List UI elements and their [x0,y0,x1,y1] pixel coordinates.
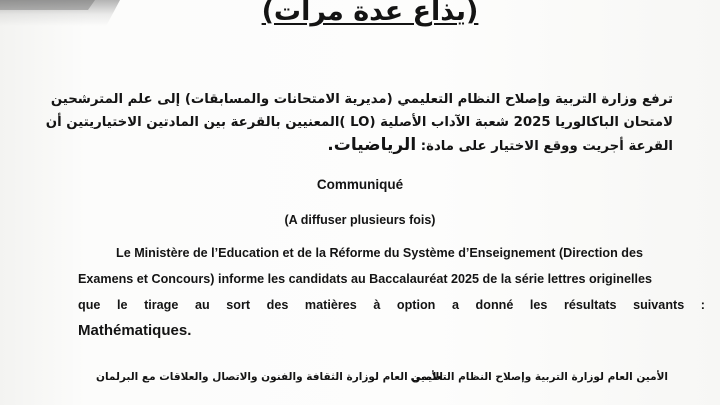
french-selected-subject: Mathématiques. [78,322,192,339]
arabic-communique-body [40,88,673,158]
signature-education-secretary: الأمين العام لوزارة التربية وإصلاح النظام التعليمي [410,371,668,383]
french-subtitle: (A diffuser plusieurs fois) [284,213,436,227]
folded-corner-edge [0,0,95,10]
arabic-body-line-3-text: القرعة أجريت ووقع الاختيار على مادة: [420,139,673,154]
french-body-line-2: Examens et Concours) informe les candidats au Baccalauréat 2025 de la série lettres originelles [78,272,652,286]
arabic-body-line-2: لامتحان الباكالوريا 2025 شعبة الآداب الأصلية (LO )المعنيين بالقرعة بين المادتين الاختياريتين أن [45,115,673,130]
arabic-selected-subject: الرياضيات. [327,135,417,155]
french-communique-body [78,240,705,344]
arabic-title: (يذاع عدة مرات) [261,0,479,27]
signature-culture-secretary: الأمين العام لوزارة الثقافة والفنون والاتصال والعلاقات مع البرلمان [96,371,443,383]
arabic-body-line-1: ترفع وزارة التربية وإصلاح النظام التعليمي (مديرية الامتحانات والمسابقات) إلى علم المترشحين [50,92,673,107]
arabic-body-line-3 [40,134,673,158]
french-body-line-3: que le tirage au sort des matières à option a donné les résultats suivants : [78,298,705,312]
french-title: Communiqué [316,177,404,192]
french-body-line-1: Le Ministère de l’Education et de la Réforme du Système d’Enseignement (Direction des [116,246,643,260]
